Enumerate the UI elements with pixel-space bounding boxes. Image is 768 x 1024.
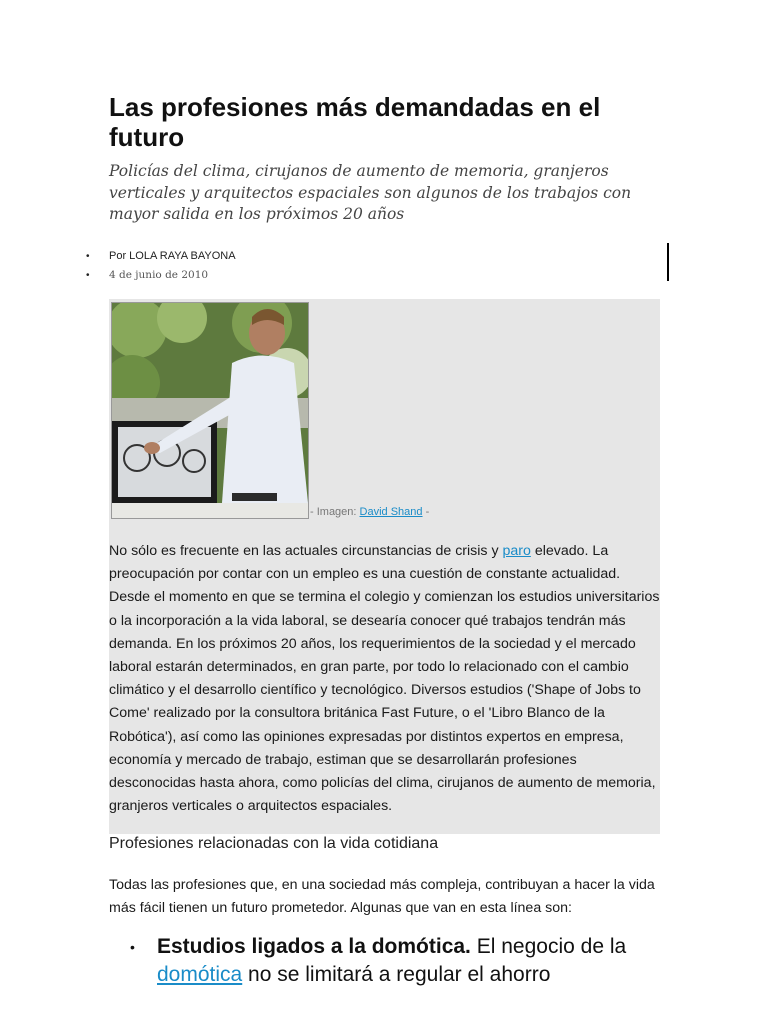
list-item-title: Estudios ligados a la domótica. <box>157 935 471 958</box>
publish-date: 4 de junio de 2010 <box>109 269 209 281</box>
paragraph-text-start: No sólo es frecuente en las actuales circunstancias de crisis y <box>109 543 503 559</box>
article-headline: Las profesiones más demandadas en el futuro <box>109 92 601 152</box>
date-item <box>86 267 236 286</box>
article-meta <box>86 248 236 286</box>
section-heading: Profesiones relacionadas con la vida cotidiana <box>109 835 439 852</box>
list-item-text: El negocio de la <box>470 935 627 958</box>
section-intro: Todas las profesiones que, en una sociedad más compleja, contribuyan a hacer la vida más fácil tienen un futuro prometedor. Algunas que van en esta línea son: <box>109 877 655 917</box>
bullet-icon: • <box>130 939 135 955</box>
bullet-icon: • <box>86 251 90 262</box>
list-item-text-rest: no se limitará a regular el ahorro <box>242 963 551 986</box>
caption-prefix: - Imagen: <box>310 506 357 518</box>
photo-credit-link[interactable]: David Shand <box>359 506 423 518</box>
byline: Por LOLA RAYA BAYONA <box>109 250 236 262</box>
caption-suffix: - <box>425 506 430 518</box>
paragraph-text-rest: elevado. La preocupación por contar con un empleo es una cuestión de constante actualidad. Desde el momento en que se termina el colegio y comienzan los estudios universitarios o la incorporación a la vida laboral, se desearía conocer qué trabajos tendrán más demanda. En los próximos 20 años, los requerimientos de la sociedad y el mercado laboral estarán determinados, en gran parte, por todo lo relacionado con el cambio climático y el desarrollo científico y tecnológico. Diversos estudios ('Shape of Jobs to Come' realizado por la consultora británica Fast Future, o el 'Libro Blanco de la Robótica'), así como las opiniones expresadas por distintos expertos en empresa, economía y mercado de trabajo, estiman que se desarrollarán profesiones desconocidas hasta ahora, como policías del clima, cirujanos de aumento de memoria, granjeros verticales o arquitectos espaciales. <box>109 543 660 815</box>
list-item <box>130 933 670 989</box>
photo-illustration <box>112 303 308 518</box>
domotica-link[interactable]: domótica <box>157 963 243 986</box>
bullet-icon: • <box>86 270 90 281</box>
profession-list <box>130 933 670 989</box>
paro-link[interactable]: paro <box>502 543 531 559</box>
article-paragraph <box>109 540 660 818</box>
article-photo <box>111 302 309 519</box>
text-cursor-bar <box>667 243 669 281</box>
byline-item <box>86 248 236 267</box>
photo-caption <box>310 506 429 518</box>
article-subtitle: Policías del clima, cirujanos de aumento de memoria, granjeros verticales y arquitectos espaciales son algunos de los trabajos con mayor salida en los próximos 20 años <box>109 162 632 223</box>
